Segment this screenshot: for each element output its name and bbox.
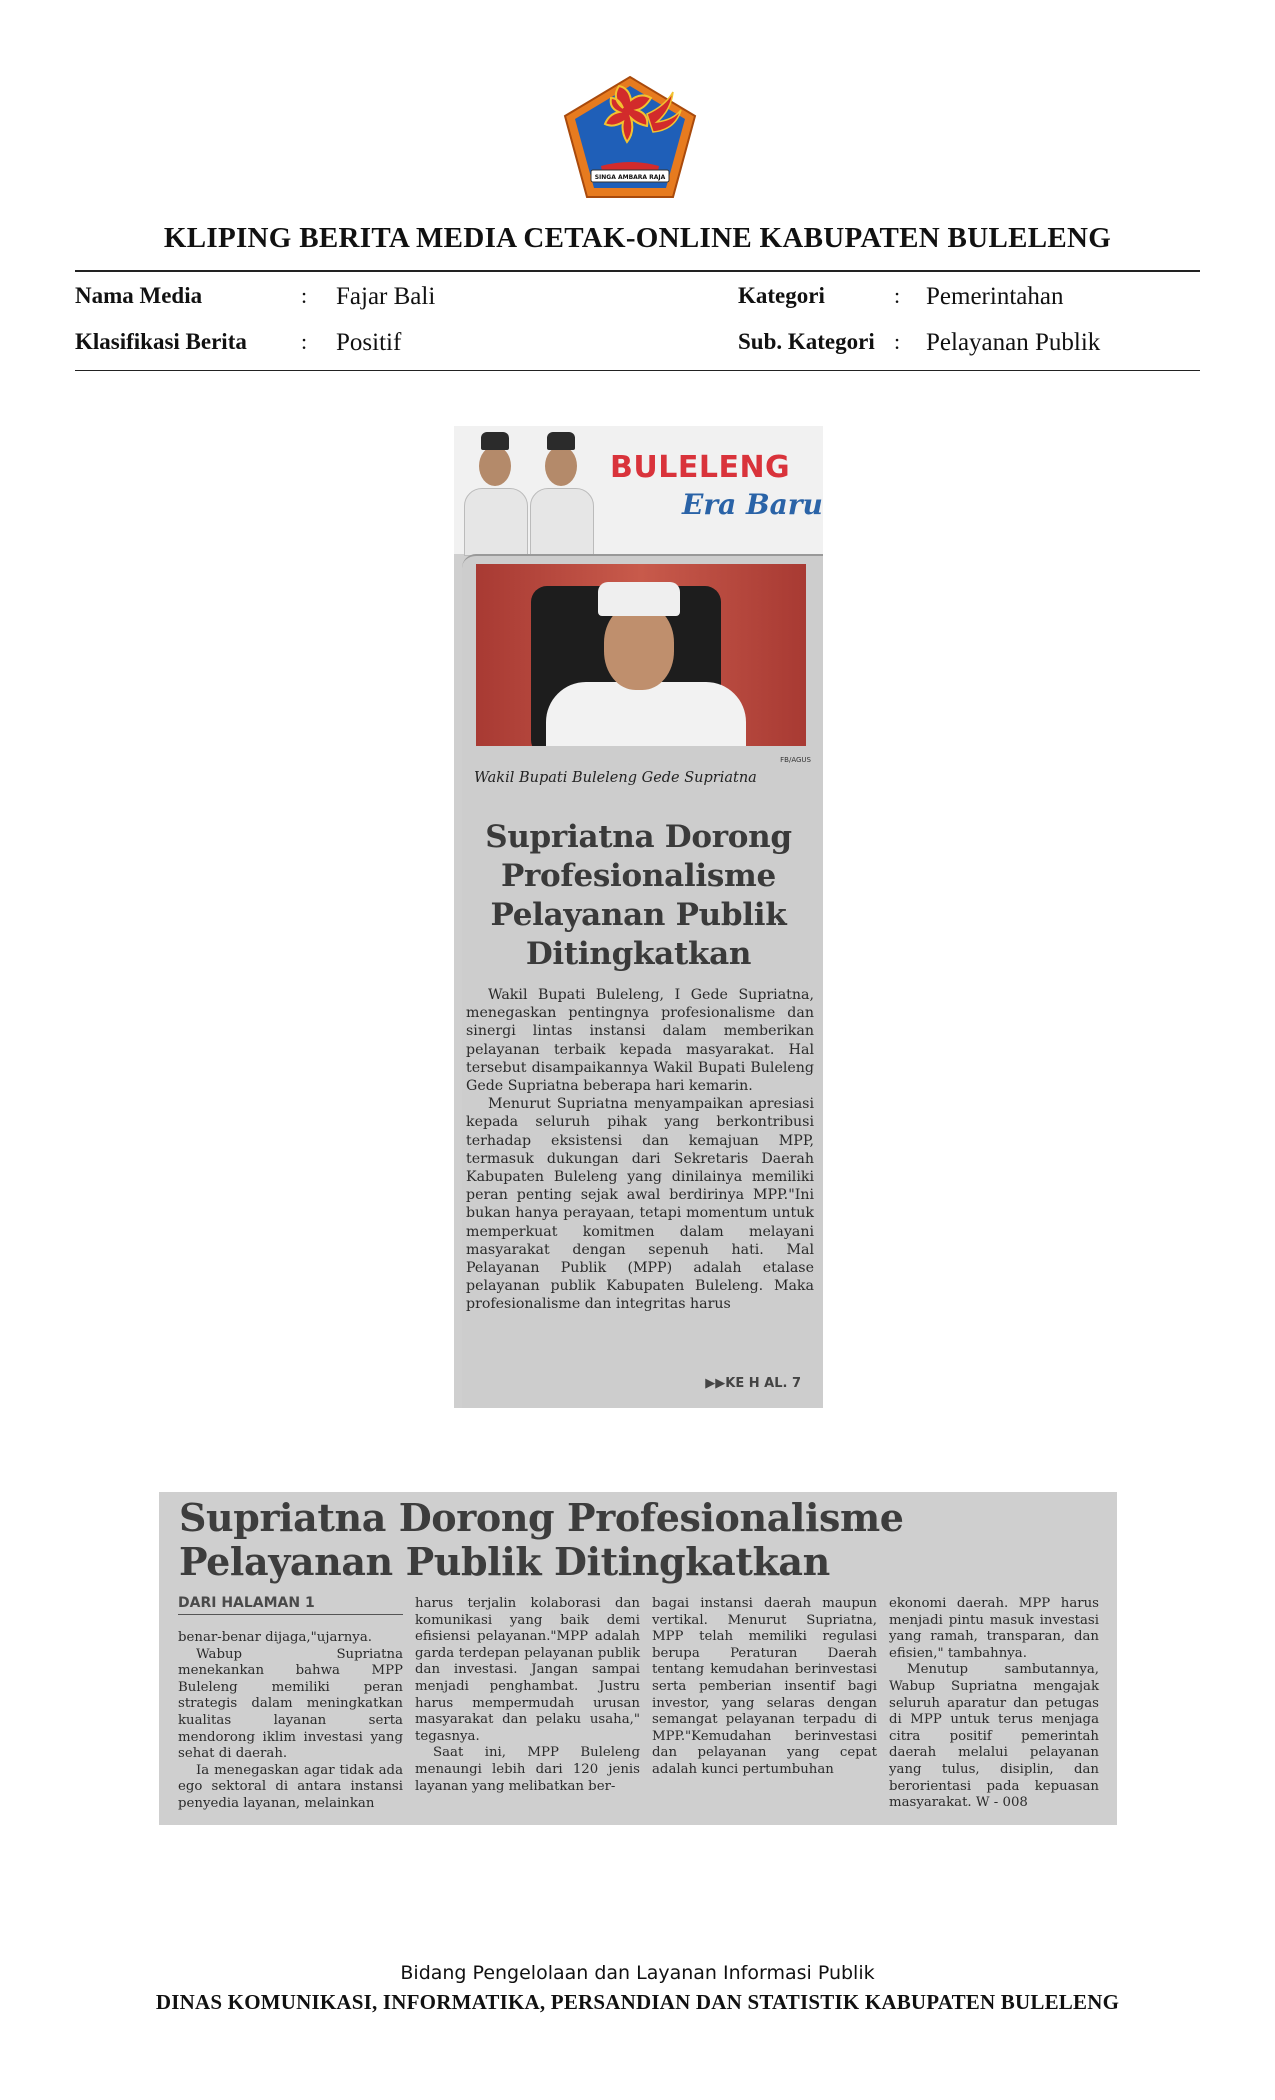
- article-body: [466, 986, 814, 1314]
- headline-line-2: Pelayanan Publik Ditingkatkan: [179, 1539, 830, 1584]
- divider-bottom: [75, 370, 1200, 371]
- banner-title: BULELENG: [610, 450, 791, 485]
- document-title: KLIPING BERITA MEDIA CETAK-ONLINE KABUPATEN BULELENG: [163, 222, 1112, 254]
- article-headline: Supriatna Dorong Profesionalisme Pelayanan Publik Ditingkatkan: [485, 819, 792, 972]
- media-colon: :: [301, 283, 308, 308]
- banner-subtitle: Era Baru: [682, 488, 823, 521]
- text-column-1: [178, 1630, 403, 1813]
- continuation-headline: [179, 1496, 904, 1584]
- classification-colon: :: [301, 329, 308, 354]
- category-colon: :: [894, 283, 901, 308]
- subcategory-label: Sub. Kategori: [738, 329, 875, 354]
- fast-forward-icon: ▶▶: [705, 1376, 726, 1391]
- text-column-2: [415, 1596, 640, 1795]
- column-paragraph: Saat ini, MPP Buleleng menaungi lebih dari 120 jenis layanan yang melibatkan ber-: [415, 1745, 640, 1794]
- column-paragraph: Menutup sambutannya, Wabup Supriatna mengajak seluruh aparatur dan petugas di MPP untuk terus menjaga citra positif pemerintah daerah melalui pelayanan yang tulus, disiplin, dan berorientasi pada kepuasan masyarakat. W - 008: [889, 1662, 1099, 1811]
- text-column-3: [652, 1596, 877, 1779]
- text-column-4: [889, 1596, 1099, 1812]
- column-paragraph: Ia menegaskan agar tidak ada ego sektoral di antara instansi penyedia layanan, melainkan: [178, 1762, 403, 1811]
- classification-label: Klasifikasi Berita: [75, 329, 247, 354]
- column-paragraph: bagai instansi daerah maupun vertikal. Menurut Supriatna, MPP telah memiliki regulasi berupa Peraturan Daerah tentang kemudahan berinvestasi serta pemberian insentif bagi investor, yang selaras dengan semangat pelayanan terpadu di MPP."Kemudahan berinvestasi dan pelayanan yang cepat adalah kunci pertumbuhan: [652, 1596, 877, 1777]
- article-photo: [476, 564, 806, 746]
- subcategory-colon: :: [894, 329, 901, 354]
- column-paragraph: harus terjalin kolaborasi dan komunikasi yang baik demi efisiensi pelayanan."MPP adalah garda terdepan pelayanan publik dan investasi. Jangan sampai menjadi penghambat. Justru harus mempermudah urusan masyarakat dan pelaku usaha," tegasnya.: [415, 1596, 640, 1744]
- category-label: Kategori: [738, 283, 825, 308]
- from-page-rule: [178, 1614, 403, 1615]
- headline-line-1: Supriatna Dorong Profesionalisme: [179, 1495, 904, 1540]
- emblem-motto: SINGA AMBARA RAJA: [594, 174, 666, 181]
- column-paragraph: ekonomi daerah. MPP harus menjadi pintu masuk investasi yang ramah, transparan, dan efisien," tambahnya.: [889, 1596, 1099, 1661]
- category-value: Pemerintahan: [926, 283, 1064, 310]
- footer-agency: DINAS KOMUNIKASI, INFORMATIKA, PERSANDIAN DAN STATISTIK KABUPATEN BULELENG: [155, 1990, 1120, 2014]
- divider-top: [75, 270, 1200, 272]
- photo-caption: Wakil Bupati Buleleng Gede Supriatna: [474, 770, 757, 786]
- from-page-label: DARI HALAMAN 1: [178, 1595, 315, 1611]
- media-label: Nama Media: [75, 283, 203, 308]
- footer-department: Bidang Pengelolaan dan Layanan Informasi Publik: [400, 1962, 875, 1984]
- article-paragraph: Menurut Supriatna menyampaikan apresiasi kepada seluruh pihak yang berkontribusi terhadap eksistensi dan kemajuan MPP, termasuk dukungan dari Sekretaris Daerah Kabupaten Buleleng yang dinilainya memiliki peran penting sejak awal berdirinya MPP."Ini bukan hanya perayaan, tetapi momentum untuk memperkuat komitmen dalam melayani masyarakat dengan sepenuh hati. Mal Pelayanan Publik (MPP) adalah etalase pelayanan publik Kabupaten Buleleng. Maka profesionalisme dan integritas harus: [466, 1096, 814, 1313]
- news-clipping-front-page: [454, 426, 823, 1408]
- column-paragraph: Wabup Supriatna menekankan bahwa MPP Buleleng memiliki peran strategis dalam meningkatkan kualitas layanan serta mendorong iklim investasi yang sehat di daerah.: [178, 1646, 403, 1762]
- regency-emblem: [561, 74, 699, 200]
- article-paragraph: Wakil Bupati Buleleng, I Gede Supriatna, menegaskan pentingnya profesionalisme dan sinergi lintas instansi dalam memberikan pelayanan terbaik kepada masyarakat. Hal tersebut disampaikannya Wakil Bupati Buleleng Gede Supriatna beberapa hari kemarin.: [466, 987, 814, 1095]
- news-clipping-continuation: [159, 1492, 1117, 1825]
- column-paragraph: benar-benar dijaga,"ujarnya.: [178, 1630, 372, 1645]
- media-value: Fajar Bali: [336, 283, 436, 310]
- classification-value: Positif: [336, 329, 402, 356]
- continued-marker: ▶▶KE H AL. 7: [705, 1376, 801, 1391]
- subcategory-value: Pelayanan Publik: [926, 329, 1101, 356]
- column-banner: [454, 426, 823, 554]
- photo-credit: FB/AGUS: [780, 756, 811, 764]
